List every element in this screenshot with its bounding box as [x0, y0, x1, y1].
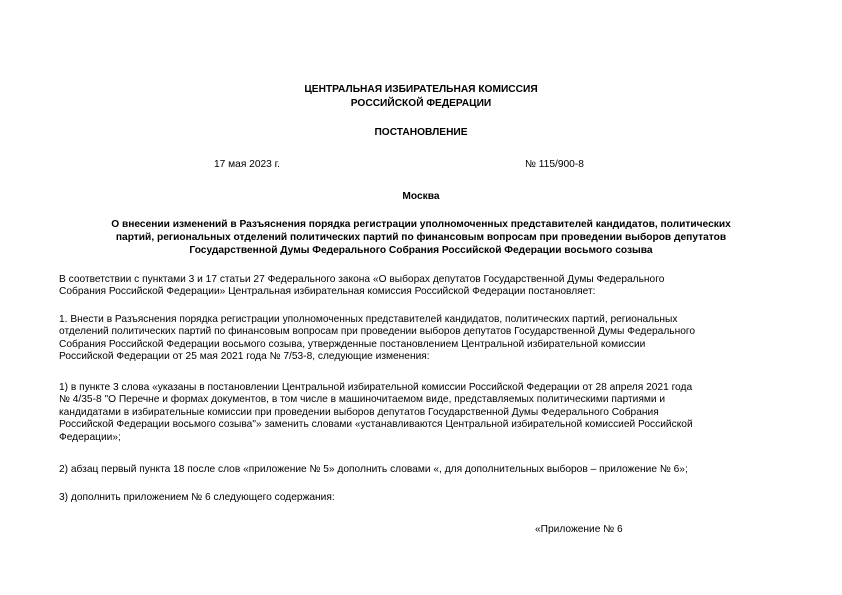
subitem-2-paragraph: [59, 464, 789, 476]
paragraph-line: Российской Федерации восьмого созыва"» заменить словами «устанавливаются Центральной избирательной комиссией Российской: [59, 419, 693, 431]
paragraph-line: № 4/35-8 "О Перечне и формах документов, в том числе в машиночитаемом виде, представляемых политическими партиями и: [59, 394, 666, 406]
title-line: партий, региональных отделений политических партий по финансовым вопросам при проведении выборов депутатов: [115, 232, 727, 243]
appendix-label: «Приложение № 6: [535, 524, 623, 535]
title-line: О внесении изменений в Разъяснения порядка регистрации уполномоченных представителей кандидатов, политических: [111, 219, 731, 230]
document-date: 17 мая 2023 г.: [214, 159, 280, 170]
document-city: Москва: [402, 191, 440, 202]
paragraph-line: В соответствии с пунктами 3 и 17 статьи 27 Федерального закона «О выборах депутатов Государственной Думы Федерального: [59, 274, 665, 285]
org-name-line1: ЦЕНТРАЛЬНАЯ ИЗБИРАТЕЛЬНАЯ КОМИССИЯ: [304, 84, 538, 95]
paragraph-line: 1) в пункте 3 слова «указаны в постановлении Центральной избирательной комиссии Российской Федерации от 28 апреля 2021 года: [59, 382, 693, 393]
item-1-paragraph: [59, 314, 789, 364]
document-number: № 115/900-8: [525, 159, 584, 170]
paragraph-line: Собрания Российской Федерации» Центральная избирательная комиссия Российской Федерации постановляет:: [59, 286, 596, 298]
document-type: ПОСТАНОВЛЕНИЕ: [374, 127, 468, 138]
paragraph-line: отделений политических партий по финансовым вопросам при проведении выборов депутатов Государственной Думы Федерального: [59, 326, 696, 338]
paragraph-line: Собрания Российской Федерации восьмого созыва, утвержденные постановлением Центральной избирательной комиссии: [59, 338, 646, 350]
paragraph-line: 3) дополнить приложением № 6 следующего содержания:: [59, 492, 335, 503]
preamble-paragraph: [59, 274, 789, 299]
paragraph-line: кандидатами в избирательные комиссии при проведении выборов депутатов Государственной Думы Федерального Собрания: [59, 406, 659, 418]
paragraph-line: Федерации»;: [59, 431, 121, 443]
subitem-1-paragraph: [59, 382, 789, 444]
paragraph-line: 1. Внести в Разъяснения порядка регистрации уполномоченных представителей кандидатов, политических партий, региональных: [59, 314, 678, 325]
subitem-3-paragraph: [59, 492, 789, 504]
paragraph-line: Российской Федерации от 25 мая 2021 года № 7/53-8, следующие изменения:: [59, 351, 430, 363]
paragraph-line: 2) абзац первый пункта 18 после слов «приложение № 5» дополнить словами «, для дополнительных выборов – приложение № 6»;: [59, 464, 688, 475]
title-line: Государственной Думы Федерального Собрания Российской Федерации восьмого созыва: [189, 245, 653, 256]
org-name-line2: РОССИЙСКОЙ ФЕДЕРАЦИИ: [350, 98, 492, 109]
